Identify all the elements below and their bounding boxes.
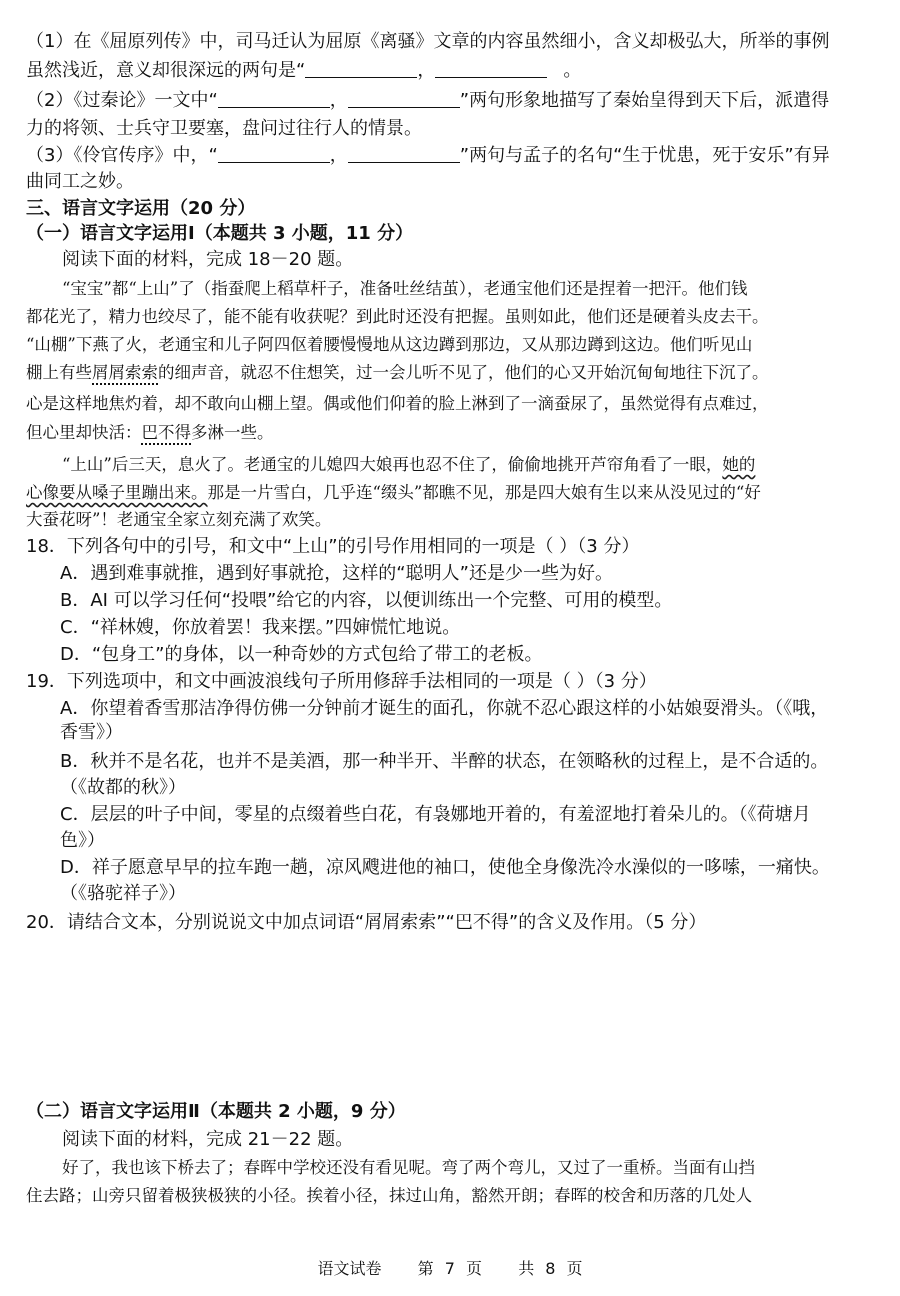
wavy-underlined-sentence: 她的 [722,455,756,474]
q18-stem: 18．下列各句中的引号，和文中“上山”的引号作用相同的一项是（ ）（3 分） [26,536,640,557]
q3-line-1 [26,144,830,168]
passage1-line-3: “山棚”下燕了火，老通宝和儿子阿四伛着腰慢慢地从这边蹲到那边，又从那边蹲到这边。他们听见山 [26,335,753,354]
q1-separator: ， [417,60,436,81]
q2-answer-blank-2[interactable] [348,89,460,108]
passage1-line-6 [26,421,274,445]
passage1-text: 多淋一些。 [191,423,274,442]
q2-separator: ， [329,90,348,111]
passage1-text: 棚上有些 [26,363,92,382]
passage1-line-9: 大蚕花呀”！老通宝全家立刻充满了欢笑。 [26,510,332,529]
q20-answer-area[interactable] [26,940,874,1090]
section-title: 三、语言文字运用（20 分） [26,198,256,219]
passage1-line-1: “宝宝”都“上山”了（指蚕爬上稻草杆子，准备吐丝结茧），老通宝他们还是捏着一把汗。他们钱 [62,279,748,298]
q1-line-1: （1）在《屈原列传》中，司马迁认为屈原《离骚》文章的内容虽然细小，含义却极弘大，所举的事例 [26,31,830,52]
wavy-underlined-sentence: 心像要从嗓子里蹦出来。 [26,483,208,502]
q20-stem: 20．请结合文本，分别说说文中加点词语“屑屑索索”“巴不得”的含义及作用。（5 分） [26,912,707,933]
q19-option-c[interactable]: C．层层的叶子中间，零星的点缀着些白花，有袅娜地开着的，有羞涩地打着朵儿的。（《荷塘月 [60,804,811,825]
part2-instruction: 阅读下面的材料，完成 21－22 题。 [62,1129,354,1150]
q19-option-b[interactable]: B．秋并不是名花，也并不是美酒，那一种半开、半醉的状态，在领略秋的过程上，是不合适的。 [60,751,829,772]
q1-answer-blank-2[interactable] [435,59,547,78]
q18-option-c[interactable]: C．“祥林嫂，你放着罢！我来摆。”四婶慌忙地说。 [60,617,461,638]
part2-title: （二）语言文字运用Ⅱ（本题共 2 小题，9 分） [26,1101,406,1122]
q1-line-2 [26,59,581,83]
passage1-text: 那是一片雪白，几乎连“缀头”都瞧不见，那是四大娘有生以来从没见过的“好 [207,483,761,502]
page-footer [0,1256,900,1279]
q3-answer-blank-1[interactable] [218,144,330,163]
q19-option-b-cont: （《故都的秋》） [60,777,186,798]
passage1-text: 但心里却快活： [26,423,142,442]
passage1-line-5: 心是这样地焦灼着，却不敢向山棚上望。偶或他们仰着的脸上淋到了一滴蚕尿了，虽然觉得有点难过， [26,394,769,413]
part1-title: （一）语言文字运用Ⅰ（本题共 3 小题，11 分） [26,223,414,244]
q3-line-2: 曲同工之妙。 [26,171,134,192]
q2-line-2: 力的将领、士兵守卫要塞，盘问过往行人的情景。 [26,118,422,139]
footer-subject: 语文试卷 [317,1259,382,1278]
q19-stem: 19．下列选项中，和文中画波浪线句子所用修辞手法相同的一项是（ ）（3 分） [26,671,657,692]
passage1-text: 的细声音，就忍不住想笑，过一会儿听不见了，他们的心又开始沉甸甸地往下沉了。 [158,363,769,382]
q2-answer-blank-1[interactable] [218,89,330,108]
q3-answer-blank-2[interactable] [348,144,460,163]
footer-total-pages: 共 8 页 [518,1259,583,1278]
q18-option-b[interactable]: B．AI 可以学习任何“投喂”给它的内容，以便训练出一个完整、可用的模型。 [60,590,673,611]
q19-option-c-cont: 色》） [60,830,105,851]
q2-text-a: （2）《过秦论》一文中“ [26,90,218,111]
q3-text-a: （3）《伶官传序》中，“ [26,145,218,166]
q18-option-d[interactable]: D．“包身工”的身体，以一种奇妙的方式包给了带工的老板。 [60,644,543,665]
q1-answer-blank-1[interactable] [305,59,417,78]
passage1-line-4 [26,361,769,385]
q3-text-b: ”两句与孟子的名句“生于忧患，死于安乐”有异 [459,145,830,166]
passage1-line-2: 都花光了，精力也绞尽了，能不能有收获呢？到此时还没有把握。虽则如此，他们还是硬着头皮去干。 [26,307,769,326]
q2-line-1 [26,89,829,113]
passage2-line-2: 住去路；山旁只留着极狭极狭的小径。挨着小径，抹过山角，豁然开朗；春晖的校舍和历落的几处人 [26,1186,752,1205]
passage1-line-7 [62,453,755,477]
q18-option-a[interactable]: A．遇到难事就推，遇到好事就抢，这样的“聪明人”还是少一些为好。 [60,563,613,584]
part1-instruction: 阅读下面的材料，完成 18－20 题。 [62,249,354,270]
q1-end: 。 [563,60,582,81]
q2-text-b: ”两句形象地描写了秦始皇得到天下后，派遣得 [459,90,830,111]
passage2-line-1: 好了，我也该下桥去了；春晖中学校还没有看见呢。弯了两个弯儿，又过了一重桥。当面有山挡 [62,1158,755,1177]
q19-option-d[interactable]: D．祥子愿意早早的拉车跑一趟，凉风飕进他的袖口，使他全身像洗冷水澡似的一哆嗦，一痛快。 [60,857,830,878]
q3-separator: ， [329,145,348,166]
q19-option-d-cont: （《骆驼祥子》） [60,883,186,904]
dotted-word-babude: 巴不得 [141,423,191,442]
q1-text: 虽然浅近，意义却很深远的两句是“ [26,60,306,81]
footer-page-number: 第 7 页 [417,1259,482,1278]
q19-option-a[interactable]: A．你望着香雪那洁净得仿佛一分钟前才诞生的面孔，你就不忍心跟这样的小姑娘耍滑头。（《哦， [60,698,829,719]
passage1-text: “上山”后三天，息火了。老通宝的儿媳四大娘再也忍不住了，偷偷地挑开芦帘角看了一眼， [62,455,723,474]
q19-option-a-cont: 香雪》） [60,722,123,743]
passage1-line-8 [26,481,761,505]
dotted-word-xiexie-suosuo: 屑屑索索 [92,363,158,382]
